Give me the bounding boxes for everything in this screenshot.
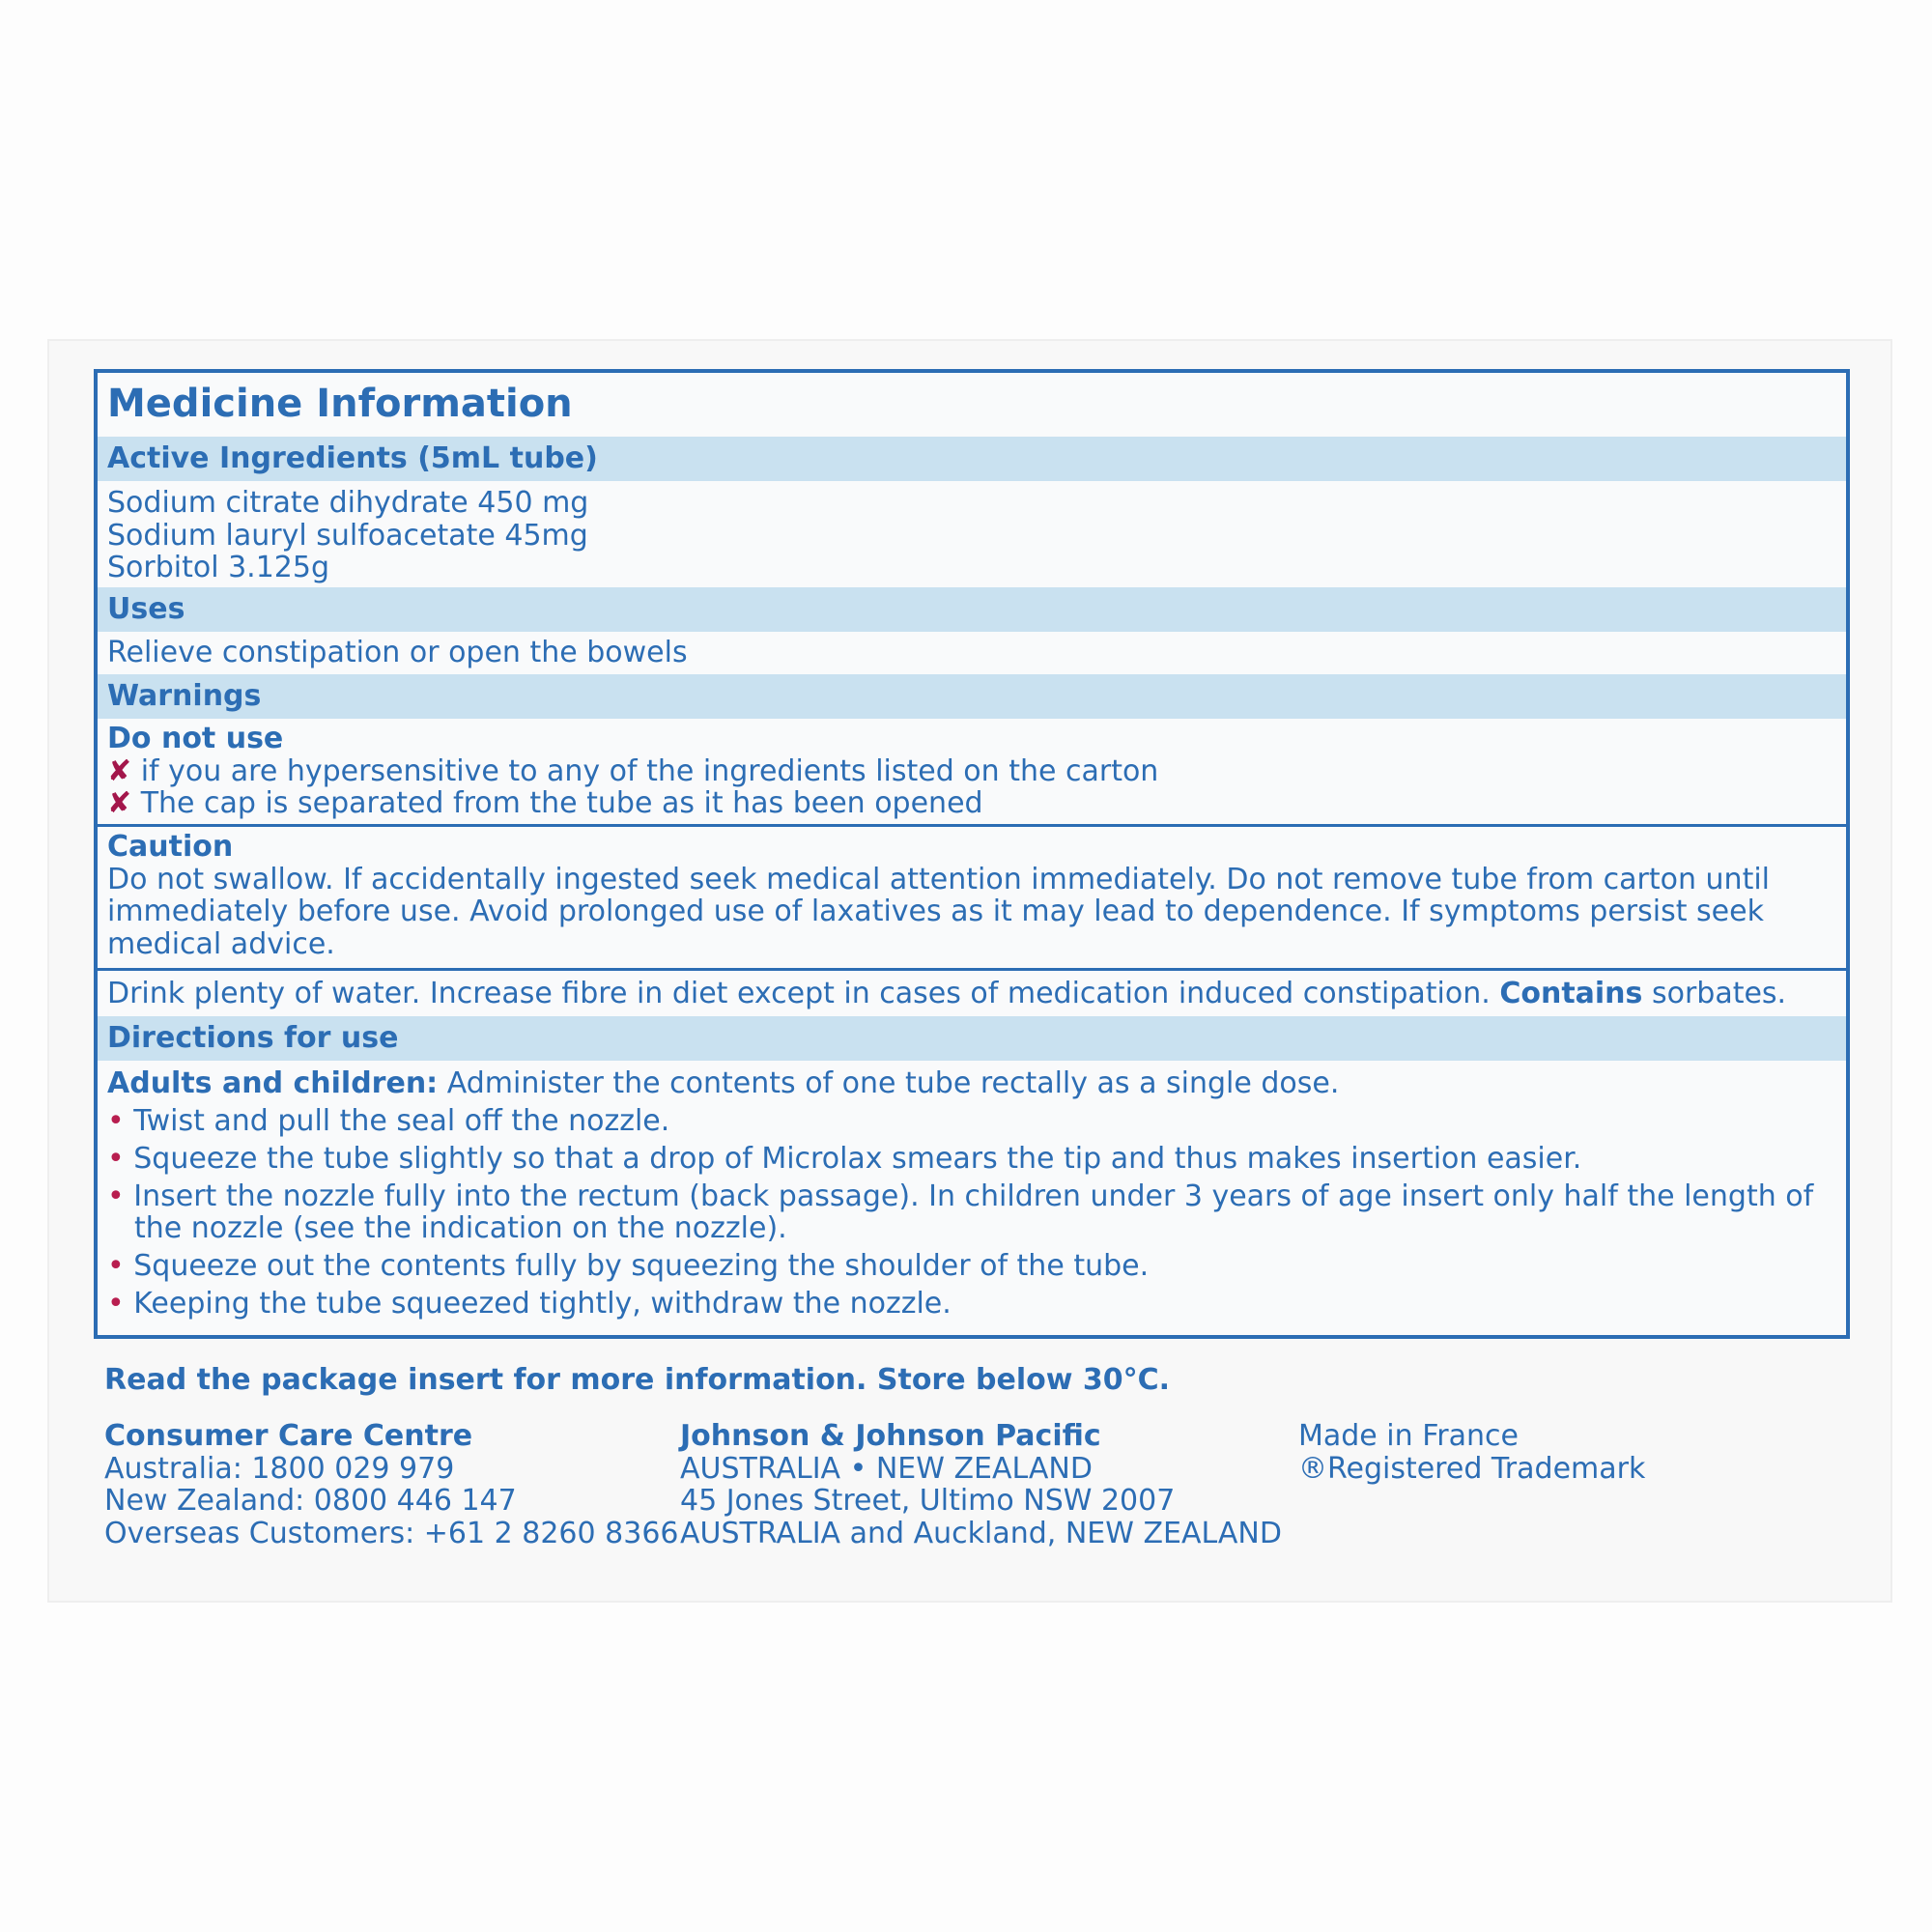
directions-heading: Directions for use bbox=[98, 1016, 1846, 1061]
uses-heading: Uses bbox=[98, 587, 1846, 632]
consumer-care-heading: Consumer Care Centre bbox=[104, 1419, 473, 1453]
section-divider bbox=[98, 968, 1846, 971]
bullet-icon: • bbox=[107, 1249, 125, 1283]
do-not-use-item bbox=[107, 787, 1846, 820]
direction-step-text: Squeeze the tube slightly so that a drop of Microlax smears the tip and thus makes insertion easier. bbox=[133, 1142, 1582, 1176]
cross-icon: ✘ bbox=[107, 753, 132, 788]
direction-step bbox=[107, 1180, 1813, 1213]
caution-line: immediately before use. Avoid prolonged use of laxatives as it may lead to dependence. If symptoms persist seek bbox=[107, 895, 1764, 928]
consumer-care-block bbox=[104, 1420, 679, 1549]
consumer-care-line: New Zealand: 0800 446 147 bbox=[104, 1484, 517, 1518]
medicine-information-panel bbox=[94, 369, 1850, 1339]
consumer-care-line: Overseas Customers: +61 2 8260 8366 bbox=[104, 1516, 679, 1550]
bullet-icon: • bbox=[107, 1104, 125, 1138]
do-not-use-text: The cap is separated from the tube as it has been opened bbox=[140, 786, 983, 820]
caution-block bbox=[98, 831, 1846, 960]
ingredient-item: Sodium citrate dihydrate 450 mg bbox=[107, 486, 589, 520]
direction-step bbox=[107, 1143, 1581, 1176]
contains-value: sorbates. bbox=[1651, 977, 1787, 1010]
cross-icon: ✘ bbox=[107, 786, 132, 820]
panel-title: Medicine Information bbox=[107, 382, 573, 426]
direction-step bbox=[107, 1105, 669, 1138]
bullet-icon: • bbox=[107, 1287, 125, 1321]
contains-label: Contains bbox=[1499, 977, 1643, 1010]
caution-line: medical advice. bbox=[107, 926, 335, 961]
advice-sentence: Drink plenty of water. Increase fibre in diet except in cases of medication induced constipation. bbox=[107, 977, 1491, 1010]
directions-intro bbox=[107, 1067, 1339, 1100]
active-ingredients-heading: Active Ingredients (5mL tube) bbox=[98, 437, 1846, 481]
caution-line: Do not swallow. If accidentally ingested seek medical attention immediately. Do not remove tube from carton until bbox=[107, 862, 1771, 896]
ingredient-item: Sodium lauryl sulfoacetate 45mg bbox=[107, 518, 588, 553]
direction-step-text: Twist and pull the seal off the nozzle. bbox=[133, 1104, 670, 1138]
trademark-line: ®Registered Trademark bbox=[1298, 1451, 1646, 1486]
package-insert-notice: Read the package insert for more information. Store below 30°C. bbox=[104, 1363, 1171, 1397]
company-line: AUSTRALIA and Auckland, NEW ZEALAND bbox=[680, 1516, 1282, 1550]
consumer-care-line: Australia: 1800 029 979 bbox=[104, 1451, 455, 1486]
do-not-use-heading: Do not use bbox=[107, 722, 284, 755]
bullet-icon: • bbox=[107, 1179, 125, 1213]
direction-step-text: Keeping the tube squeezed tightly, withdraw the nozzle. bbox=[133, 1287, 952, 1321]
do-not-use-text: if you are hypersensitive to any of the ingredients listed on the carton bbox=[140, 753, 1159, 788]
origin-block bbox=[1298, 1420, 1645, 1485]
company-block bbox=[680, 1420, 1282, 1549]
directions-intro-label: Adults and children: bbox=[107, 1066, 439, 1100]
company-line: 45 Jones Street, Ultimo NSW 2007 bbox=[680, 1484, 1176, 1518]
section-divider bbox=[98, 824, 1846, 827]
do-not-use-item bbox=[107, 755, 1846, 788]
active-ingredients-list bbox=[98, 487, 1846, 584]
origin-line: Made in France bbox=[1298, 1419, 1519, 1453]
direction-step-text: Squeeze out the contents fully by squeezing the shoulder of the tube. bbox=[133, 1249, 1150, 1283]
uses-text: Relieve constipation or open the bowels bbox=[107, 636, 688, 669]
caution-heading: Caution bbox=[107, 830, 234, 864]
company-heading: Johnson & Johnson Pacific bbox=[680, 1419, 1101, 1453]
direction-step-text: Insert the nozzle fully into the rectum (back passage). In children under 3 years of age insert only half the length of bbox=[133, 1179, 1814, 1213]
bullet-icon: • bbox=[107, 1142, 125, 1176]
advice-text bbox=[98, 974, 1846, 1014]
direction-step-continuation: the nozzle (see the indication on the nozzle). bbox=[134, 1211, 787, 1245]
warnings-heading: Warnings bbox=[98, 674, 1846, 719]
ingredient-item: Sorbitol 3.125g bbox=[107, 551, 330, 584]
company-line: AUSTRALIA • NEW ZEALAND bbox=[680, 1451, 1093, 1486]
directions-intro-text: Administer the contents of one tube rectally as a single dose. bbox=[446, 1066, 1340, 1100]
direction-step bbox=[107, 1250, 1149, 1283]
do-not-use-block bbox=[98, 723, 1846, 820]
direction-step bbox=[107, 1288, 952, 1321]
